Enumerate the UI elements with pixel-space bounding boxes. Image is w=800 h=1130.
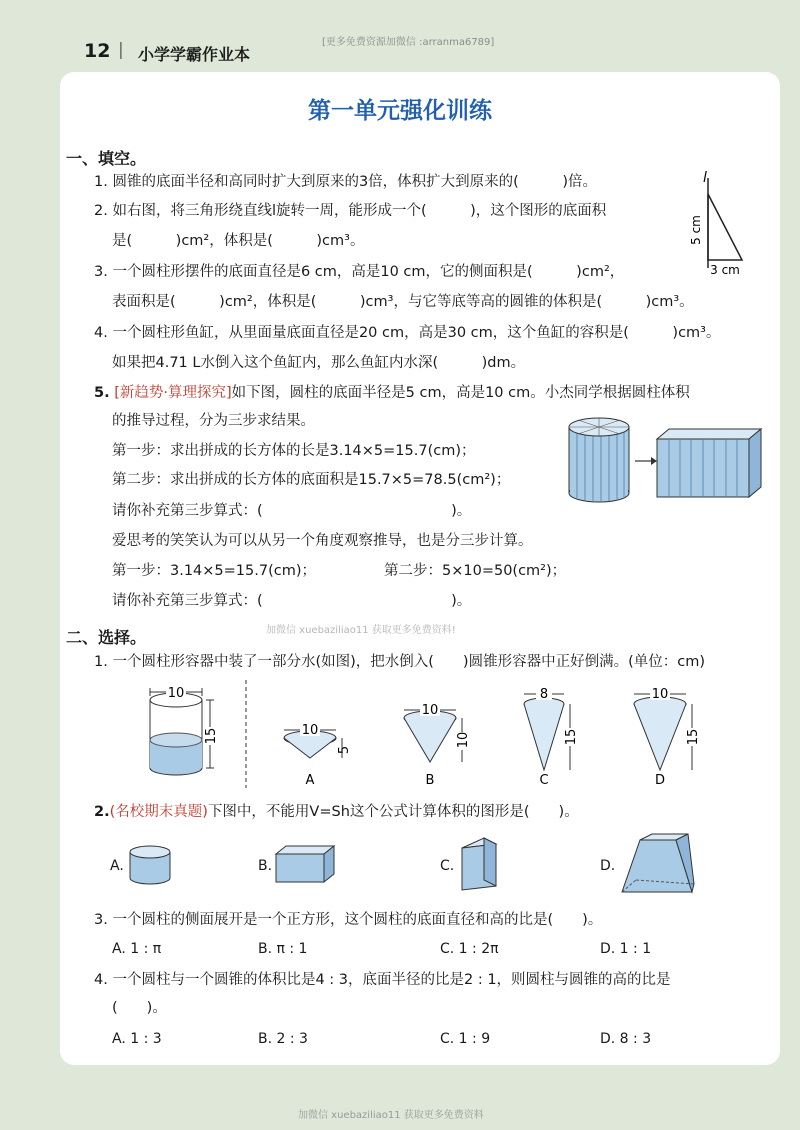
page-title: 第一单元强化训练	[308, 98, 492, 124]
question-2-4-cont: ( )。	[112, 1000, 167, 1016]
q2-option-d[interactable]: D.	[600, 858, 616, 874]
cylinder-diameter-label: 10	[167, 686, 185, 701]
option-d-label: D	[654, 773, 666, 788]
triangle-height: 5 cm	[689, 215, 703, 245]
question-1-5-line6: 爱思考的笑笑认为可以从另一个角度观察推导，也是分三步计算。	[112, 533, 533, 549]
question-1-1: 1. 圆锥的底面半径和高同时扩大到原来的3倍，体积扩大到原来的( )倍。	[94, 174, 597, 190]
question-1-3: 3. 一个圆柱形摆件的底面直径是6 cm，高是10 cm，它的侧面积是( )cm²，	[94, 264, 625, 280]
frustum-shape	[618, 830, 698, 900]
question-1-5-alt-step1: 第一步：3.14×5=15.7(cm)；	[112, 563, 317, 579]
option-a-label: A	[305, 773, 315, 788]
option-a-height: 5	[337, 745, 352, 755]
q2-tag: (名校期末真题)	[109, 804, 208, 820]
question-1-4-cont: 如果把4.71 L水倒入这个鱼缸内，那么鱼缸内水深( )dm。	[112, 355, 526, 371]
cylinder-container	[150, 685, 219, 775]
q3-option-d[interactable]: D. 1 : 1	[600, 941, 652, 957]
q5-number: 5.	[94, 385, 110, 401]
question-2-2	[94, 802, 579, 822]
question-2-4: 4. 一个圆柱与一个圆锥的体积比是4 : 3，底面半径的比是2 : 1，则圆柱与圆锥的高的比是	[94, 972, 671, 988]
q2-text: 下图中，不能用V=Sh这个公式计算体积的图形是( )。	[207, 804, 579, 820]
question-2-1: 1. 一个圆柱形容器中装了一部分水(如图)，把水倒入( )圆锥形容器中正好倒满。(单位：cm)	[94, 654, 705, 670]
q4-option-a[interactable]: A. 1 : 3	[112, 1031, 162, 1047]
watermark-top: [更多免费资源加微信 :arranma6789]	[322, 37, 495, 48]
question-1-5-step1: 第一步：求出拼成的长方体的长是3.14×5=15.7(cm)；	[112, 443, 476, 459]
q3-option-a[interactable]: A. 1 : π	[112, 941, 162, 957]
cylinder-height-label: 15	[204, 727, 219, 745]
option-c-label: C	[539, 773, 549, 788]
option-a-diameter: 10	[301, 723, 319, 738]
option-b-diameter: 10	[421, 703, 439, 718]
question-1-5-alt-step2: 第二步：5×10=50(cm²)；	[384, 563, 567, 579]
triangle-figure	[680, 168, 780, 278]
question-2-3: 3. 一个圆柱的侧面展开是一个正方形，这个圆柱的底面直径和高的比是( )。	[94, 912, 603, 928]
q2-option-a[interactable]: A.	[110, 858, 124, 874]
containers-figure	[120, 680, 720, 792]
q4-option-d[interactable]: D. 8 : 3	[600, 1031, 652, 1047]
page-header	[0, 0, 800, 70]
option-b-label: B	[425, 773, 435, 788]
q5-tag: [新趋势·算理探究]	[114, 385, 232, 401]
section-heading-fill: 一、填空。	[66, 149, 147, 168]
question-1-2: 2. 如右图，将三角形绕直线l旋转一周，能形成一个( )，这个图形的底面积	[94, 203, 607, 219]
triangle-base: 3 cm	[710, 263, 740, 277]
option-a-cone	[284, 722, 352, 788]
book-title: 小学学霸作业本	[138, 45, 251, 64]
question-1-5-step2: 第二步：求出拼成的长方体的底面积是15.7×5=78.5(cm²)；	[112, 472, 511, 488]
q5-text: 如下图，圆柱的底面半径是5 cm，高是10 cm。小杰同学根据圆柱体积	[231, 385, 690, 401]
watermark-bottom: 加微信 xuebaziliao11 获取更多免费资料	[298, 1110, 484, 1121]
q3-option-c[interactable]: C. 1 : 2π	[440, 941, 499, 957]
option-c-cone	[524, 686, 579, 788]
q2-option-b[interactable]: B.	[258, 858, 273, 874]
question-1-4: 4. 一个圆柱形鱼缸，从里面量底面直径是20 cm，高是30 cm，这个鱼缸的容积是( )cm³。	[94, 325, 721, 341]
option-d-height: 15	[686, 728, 701, 746]
axis-label: l	[703, 170, 707, 186]
triangular-prism-shape	[458, 834, 502, 894]
option-d-cone	[634, 686, 701, 788]
header-separator: |	[118, 40, 124, 60]
option-b-cone	[404, 702, 471, 788]
question-1-5	[94, 383, 690, 403]
option-d-diameter: 10	[651, 687, 669, 702]
watermark-middle: 加微信 xuebaziliao11 获取更多免费资料!	[266, 625, 456, 636]
question-1-5-step3: 请你补充第三步算式：( )。	[112, 503, 472, 519]
option-c-height: 15	[564, 728, 579, 746]
option-b-height: 10	[456, 731, 471, 749]
q3-option-b[interactable]: B. π : 1	[258, 941, 308, 957]
cuboid-shape	[272, 842, 338, 888]
question-1-2-cont: 是( )cm²，体积是( )cm³。	[112, 233, 365, 249]
q4-option-c[interactable]: C. 1 : 9	[440, 1031, 491, 1047]
cylinder-to-cuboid-figure	[565, 415, 765, 507]
question-1-5-alt-step3: 请你补充第三步算式：( )。	[112, 593, 472, 609]
q2-option-c[interactable]: C.	[440, 858, 455, 874]
page-number: 12	[84, 40, 111, 62]
question-1-3-cont: 表面积是( )cm²，体积是( )cm³，与它等底等高的圆锥的体积是( )cm³。	[112, 294, 694, 310]
question-1-5-line2: 的推导过程，分为三步求结果。	[112, 413, 315, 429]
q2-number: 2.	[94, 804, 110, 820]
q4-option-b[interactable]: B. 2 : 3	[258, 1031, 308, 1047]
cylinder-shape	[126, 840, 176, 890]
section-heading-choice: 二、选择。	[66, 628, 147, 647]
option-c-diameter: 8	[539, 687, 549, 702]
